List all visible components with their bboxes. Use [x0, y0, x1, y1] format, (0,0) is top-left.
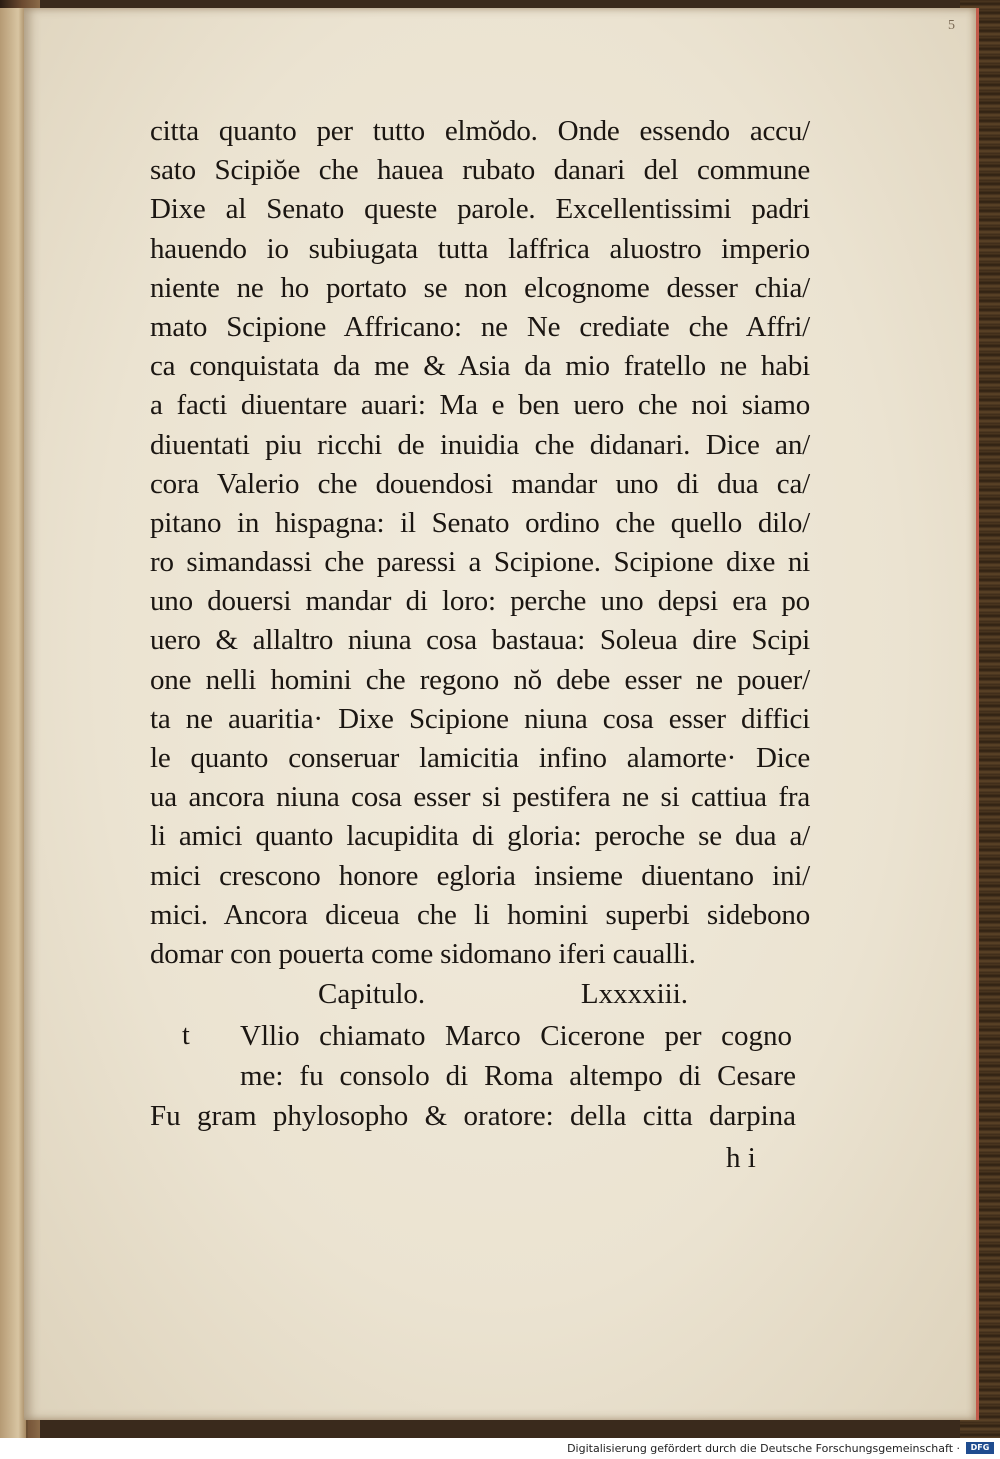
- dfg-logo: DFG: [966, 1442, 994, 1454]
- text-line: pitano in hispagna: il Senato ordino che quello dilo/: [150, 506, 810, 539]
- text-line: niente ne ho portato se non elcognome desser chia/: [150, 271, 810, 304]
- text-line: ca conquistata da me & Asia da mio fratello ne habi: [150, 350, 810, 383]
- funding-notice: Digitalisierung gefördert durch die Deutsche Forschungsgemeinschaft ·: [567, 1442, 960, 1455]
- text-line: uno douersi mandar di loro: perche uno depsi era po: [150, 585, 810, 618]
- chapter-heading: [318, 974, 688, 1014]
- text-line: li amici quanto lacupidita di gloria: peroche se dua a/: [150, 820, 810, 853]
- text-line: uero & allaltro niuna cosa bastaua: Soleua dire Scipi: [150, 624, 810, 657]
- guide-letter: t: [182, 1020, 190, 1051]
- text-line: hauendo io subiugata tutta laffrica aluostro imperio: [150, 232, 810, 265]
- text-line: diuentati piu ricchi de inuidia che didanari. Dice an/: [150, 428, 810, 461]
- text-line: cora Valerio che douendosi mandar uno di dua ca/: [150, 467, 810, 500]
- text-line: ua ancora niuna cosa esser si pestifera ne si cattiua fra: [150, 781, 810, 814]
- text-line: ro simandassi che paressi a Scipione. Scipione dixe ni: [150, 546, 810, 579]
- signature-mark: h i: [726, 1142, 756, 1174]
- chapter-text-line: Fu gram phylosopho & oratore: della citta darpina: [150, 1100, 796, 1132]
- text-line: sato Scipiŏe che hauea rubato danari del commune: [150, 154, 810, 187]
- chapter-label: Capitulo.: [318, 978, 426, 1010]
- text-line: domar con pouerta come sidomano iferi caualli.: [150, 937, 696, 970]
- text-line: le quanto conseruar lamicitia infino alamorte· Dice: [150, 742, 810, 774]
- text-block: [150, 112, 810, 974]
- chapter-number: Lxxxxiii.: [580, 978, 688, 1010]
- text-line: mici crescono honore egloria insieme diuentano ini/: [150, 859, 810, 892]
- folio-number: 5: [948, 18, 955, 33]
- text-line: ta ne auaritia· Dixe Scipione niuna cosa esser diffici: [150, 702, 810, 735]
- text-line: mici. Ancora diceua che li homini superbi sidebono: [150, 898, 810, 931]
- text-line: one nelli homini che regono nŏ debe esser ne pouer/: [150, 663, 810, 696]
- text-line: Dixe al Senato queste parole. Excellentissimi padri: [150, 193, 810, 226]
- text-line: citta quanto per tutto elmŏdo. Onde essendo accu/: [150, 115, 810, 147]
- text-line: mato Scipione Affricano: ne Ne crediate che Affri/: [150, 310, 810, 343]
- text-line: a facti diuentare auari: Ma e ben uero che noi siamo: [150, 389, 810, 422]
- chapter-text-line: Vllio chiamato Marco Cicerone per cogno: [240, 1020, 792, 1052]
- chapter-text-line: me: fu consolo di Roma altempo di Cesare: [240, 1060, 796, 1092]
